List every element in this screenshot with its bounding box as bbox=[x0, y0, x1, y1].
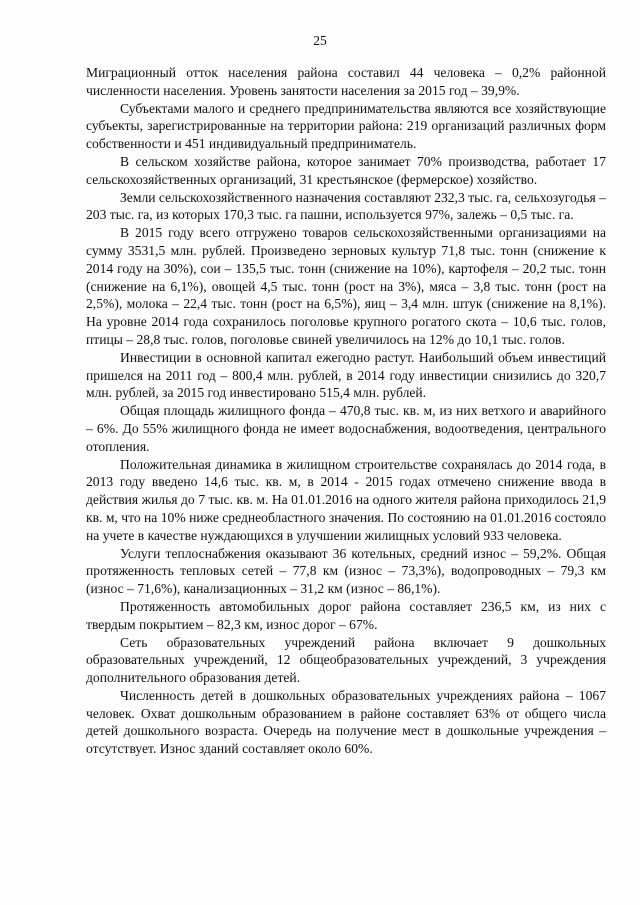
body-text bbox=[86, 64, 606, 758]
page-number: 25 bbox=[313, 33, 327, 48]
paragraph-migration: Миграционный отток населения района составил 44 человека – 0,2% районной численности населения. Уровень занятости населения за 2015 год – 39,9%. bbox=[86, 65, 606, 98]
paragraph-education-network: Сеть образовательных учреждений района включает 9 дошкольных образовательных учреждений, 12 общеобразовательных учреждений, 3 учреждения дополнительного образования детей. bbox=[86, 634, 606, 686]
paragraph-housing-stock: Общая площадь жилищного фонда – 470,8 тыс. кв. м, из них ветхого и аварийного – 6%. До 55% жилищного фонда не имеет водоснабжения, водоотведения, центрального отопления. bbox=[86, 403, 606, 454]
paragraph-heating: Услуги теплоснабжения оказывают 36 котельных, средний износ – 59,2%. Общая протяженность тепловых сетей – 77,8 км (износ – 73,3%), водопроводных – 79,3 км (износ – 71,6%), канализационных – 31,2 км (износ – 86,1%). bbox=[86, 545, 606, 597]
paragraph-agriculture: В сельском хозяйстве района, которое занимает 70% производства, работает 17 сельскохозяйственных организаций, 31 крестьянское (фермерское) хозяйство. bbox=[86, 153, 606, 187]
paragraph-agricultural-output: В 2015 году всего отгружено товаров сельскохозяйственными организациями на сумму 3531,5 млн. рублей. Произведено зерновых культур 71,8 тыс. тонн (снижение к 2014 году на 30%), сои – 135,5 тыс. тонн (снижение на 10%), картофеля – 20,2 тыс. тонн (снижение на 6,1%), овощей 4,5 тыс. тонн (рост на 3%), мяса – 3,8 тыс. тонн (рост на 2,5%), молока – 22,4 тыс. тонн (рост на 6,5%), яиц – 3,4 млн. штук (снижение на 8,1%). На уровне 2014 года сохранилось поголовье крупного рогатого скота – 10,6 тыс. голов, птицы – 28,8 тыс. голов, поголовье свиней увеличилось на 12% до 10,1 тыс. голов. bbox=[86, 225, 606, 347]
paragraph-preschool: Численность детей в дошкольных образовательных учреждениях района – 1067 человек. Охват дошкольным образованием в районе составляет 63% от общего числа детей дошкольного возраста. Очередь на получение мест в дошкольные учреждения – отсутствует. Износ зданий составляет около 60%. bbox=[86, 687, 606, 757]
paragraph-investments: Инвестиции в основной капитал ежегодно растут. Наибольший объем инвестиций пришелся на 2011 год – 800,4 млн. рублей, в 2014 году инвестиции снизились до 320,7 млн. рублей, за 2015 год инвестировано 515,4 млн. рублей. bbox=[86, 349, 606, 401]
paragraph-roads: Протяженность автомобильных дорог района составляет 236,5 км, из них с твердым покрытием – 82,3 км, износ дорог – 67%. bbox=[86, 598, 606, 632]
paragraph-housing-construction: Положительная динамика в жилищном строительстве сохранялась до 2014 года, в 2013 году введено 14,6 тыс. кв. м, в 2014 - 2015 годах отмечено снижение ввода в действия жилья до 7 тыс. кв. м. На 01.01.2016 на одного жителя района приходилось 21,9 кв. м, что на 10% ниже среднеобластного значения. По состоянию на 01.01.2016 состояло на учете в качестве нуждающихся в улучшении жилищных условий 933 человека. bbox=[86, 456, 606, 543]
paragraph-small-business: Субъектами малого и среднего предпринимательства являются все хозяйствующие субъекты, зарегистрированные на территории района: 219 организаций различных форм собственности и 451 индивидуальный предприниматель. bbox=[86, 100, 606, 152]
paragraph-agricultural-land: Земли сельскохозяйственного назначения составляют 232,3 тыс. га, сельхозугодья – 203 тыс. га, из которых 170,3 тыс. га пашни, используется 97%, залежь – 0,5 тыс. га. bbox=[86, 189, 606, 223]
